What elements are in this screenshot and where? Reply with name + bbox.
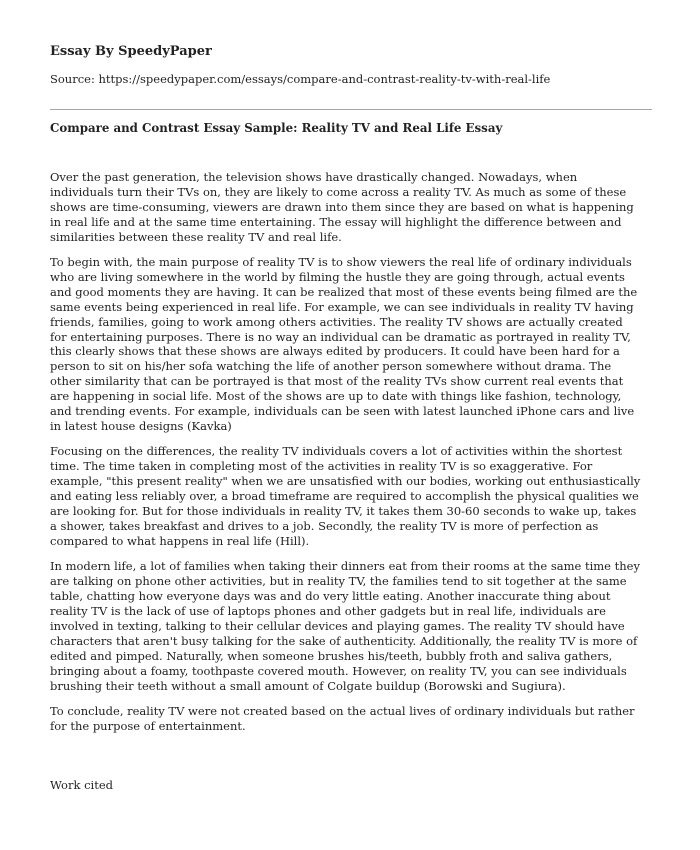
header-divider <box>50 109 652 110</box>
text-line: table, chatting how everyone days was and do very little eating. Another inaccurate thing about <box>50 589 611 604</box>
source-line: Source: https://speedypaper.com/essays/compare-and-contrast-reality-tv-with-real-life <box>50 72 551 86</box>
text-line: example, "this present reality" when we are unsatisfied with our bodies, working out enthusiastically <box>50 474 641 489</box>
text-line: reality TV is the lack of use of laptops phones and other gadgets but in real life, individuals are <box>50 603 606 618</box>
paragraph-intro <box>50 170 660 245</box>
text-line: time. The time taken in completing most of the activities in reality TV is so exaggerative. For <box>50 459 593 474</box>
essay-title: Compare and Contrast Essay Sample: Reality TV and Real Life Essay <box>50 121 503 135</box>
text-line: are looking for. But for those individuals in reality TV, it takes them 30-60 seconds to wake up, takes <box>50 504 637 519</box>
text-line: similarities between these reality TV and real life. <box>50 229 342 244</box>
text-line: characters that aren't busy talking for the sake of authenticity. Additionally, the reality TV is more of <box>50 633 638 648</box>
text-line: in real life and at the same time entertaining. The essay will highlight the difference between and <box>50 214 622 229</box>
text-line: a shower, takes breakfast and drives to a job. Secondly, the reality TV is more of perfection as <box>50 518 599 533</box>
text-line: bringing about a foamy, toothpaste covered mouth. However, on reality TV, you can see individuals <box>50 663 627 678</box>
text-line: and trending events. For example, individuals can be seen with latest launched iPhone cars and live <box>50 404 635 419</box>
text-line: this clearly shows that these shows are always edited by producers. It could have been hard for a <box>50 344 620 359</box>
text-line: To begin with, the main purpose of reality TV is to show viewers the real life of ordinary individuals <box>50 255 632 270</box>
work-cited-heading: Work cited <box>50 778 113 792</box>
text-line: edited and pimped. Naturally, when someone brushes his/teeth, bubbly froth and saliva gathers, <box>50 648 613 663</box>
text-line: and good moments they are having. It can be realized that most of these events being filmed are the <box>50 284 638 299</box>
text-line: for the purpose of entertainment. <box>50 718 246 733</box>
brand-title: Essay By SpeedyPaper <box>50 44 212 59</box>
text-line: brushing their teeth without a small amount of Colgate buildup (Borowski and Sugiura). <box>50 678 566 693</box>
paragraph-modern-life <box>50 559 660 693</box>
text-line: for entertaining purposes. There is no way an individual can be dramatic as portrayed in reality TV, <box>50 329 631 344</box>
paragraph-conclusion <box>50 704 660 734</box>
text-line: and eating less reliably over, a broad timeframe are required to accomplish the physical qualities we <box>50 489 639 504</box>
text-line: in latest house designs (Kavka) <box>50 419 232 433</box>
text-line: individuals turn their TVs on, they are likely to come across a reality TV. As much as some of these <box>50 184 627 199</box>
text-line: involved in texting, talking to their cellular devices and playing games. The reality TV should have <box>50 618 625 633</box>
text-line: Focusing on the differences, the reality TV individuals covers a lot of activities within the shortest <box>50 444 623 459</box>
text-line: are happening in social life. Most of the shows are up to date with things like fashion, technology, <box>50 389 622 404</box>
text-line: person to sit on his/her sofa watching the life of another person somewhere without drama. The <box>50 359 612 374</box>
text-line: other similarity that can be portrayed is that most of the reality TVs show current real events that <box>50 374 624 389</box>
text-line: same events being experienced in real life. For example, we can see individuals in reality TV having <box>50 299 634 314</box>
text-line: To conclude, reality TV were not created based on the actual lives of ordinary individuals but rather <box>50 703 635 718</box>
text-line: In modern life, a lot of families when taking their dinners eat from their rooms at the same time they <box>50 559 640 574</box>
paragraph-similarities <box>50 255 660 434</box>
essay-body <box>50 170 660 744</box>
text-line: who are living somewhere in the world by filming the hustle they are going through, actual events <box>50 269 625 284</box>
text-line: shows are time-consuming, viewers are drawn into them since they are based on what is happening <box>50 199 634 214</box>
text-line: friends, families, going to work among others activities. The reality TV shows are actually created <box>50 314 623 329</box>
text-line: Over the past generation, the television shows have drastically changed. Nowadays, when <box>50 170 578 184</box>
paragraph-differences <box>50 444 660 548</box>
text-line: compared to what happens in real life (Hill). <box>50 533 310 548</box>
text-line: are talking on phone other activities, but in reality TV, the families tend to sit together at the same <box>50 574 627 589</box>
